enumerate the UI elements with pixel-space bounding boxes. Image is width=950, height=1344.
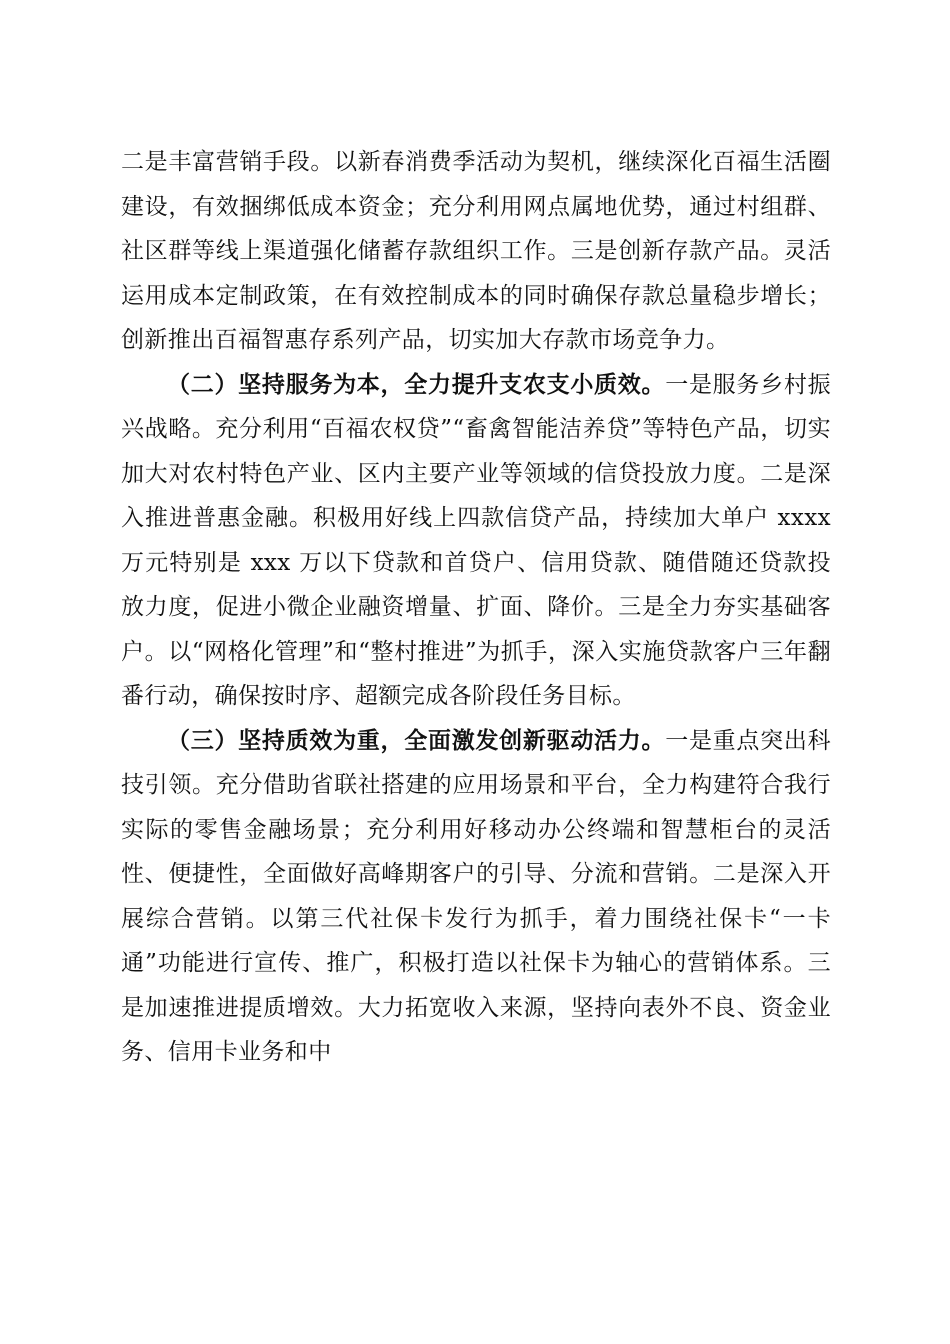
paragraph-body-text: 二是丰富营销手段。以新春消费季活动为契机，继续深化百福生活圈建设，有效捆绑低成本资金；充分利用网点属地优势，通过村组群、社区群等线上渠道强化储蓄存款组织工作。三是创新存款产品。灵活运用成本定制政策，在有效控制成本的同时确保存款总量稳步增长；创新推出百福智惠存系列产品，切实加大存款市场竞争力。 <box>121 149 831 353</box>
section-heading-two: （二）坚持服务为本，全力提升支农支小质效。 <box>167 370 666 398</box>
paragraph-deposit-marketing <box>121 140 831 363</box>
section-heading-three: （三）坚持质效为重，全面激发创新驱动活力。 <box>167 726 666 754</box>
paragraph-body-text: 一是重点突出科技引领。充分借助省联社搭建的应用场景和平台，全力构建符合我行实际的零售金融场景；充分利用好移动办公终端和智慧柜台的灵活性、便捷性，全面做好高峰期客户的引导、分流和营销。二是深入开展综合营销。以第三代社保卡发行为抓手，着力围绕社保卡“一卡通”功能进行宣传、推广，积极打造以社保卡为轴心的营销体系。三是加速推进提质增效。大力拓宽收入来源，坚持向表外不良、资金业务、信用卡业务和中 <box>121 727 831 1065</box>
paragraph-service-agriculture <box>121 363 831 719</box>
paragraph-innovation-drive <box>121 719 831 1075</box>
paragraph-body-text: 一是服务乡村振兴战略。充分利用“百福农权贷”“畜禽智能洁养贷”等特色产品，切实加大对农村特色产业、区内主要产业等领域的信贷投放力度。二是深入推进普惠金融。积极用好线上四款信贷产品，持续加大单户 xxxx 万元特别是 xxx 万以下贷款和首贷户、信用贷款、随借随还贷款投放力度，促进小微企业融资增量、扩面、降价。三是全力夯实基础客户。以“网格化管理”和“整村推进”为抓手，深入实施贷款客户三年翻番行动，确保按时序、超额完成各阶段任务目标。 <box>121 371 831 709</box>
document-body <box>121 140 831 1075</box>
